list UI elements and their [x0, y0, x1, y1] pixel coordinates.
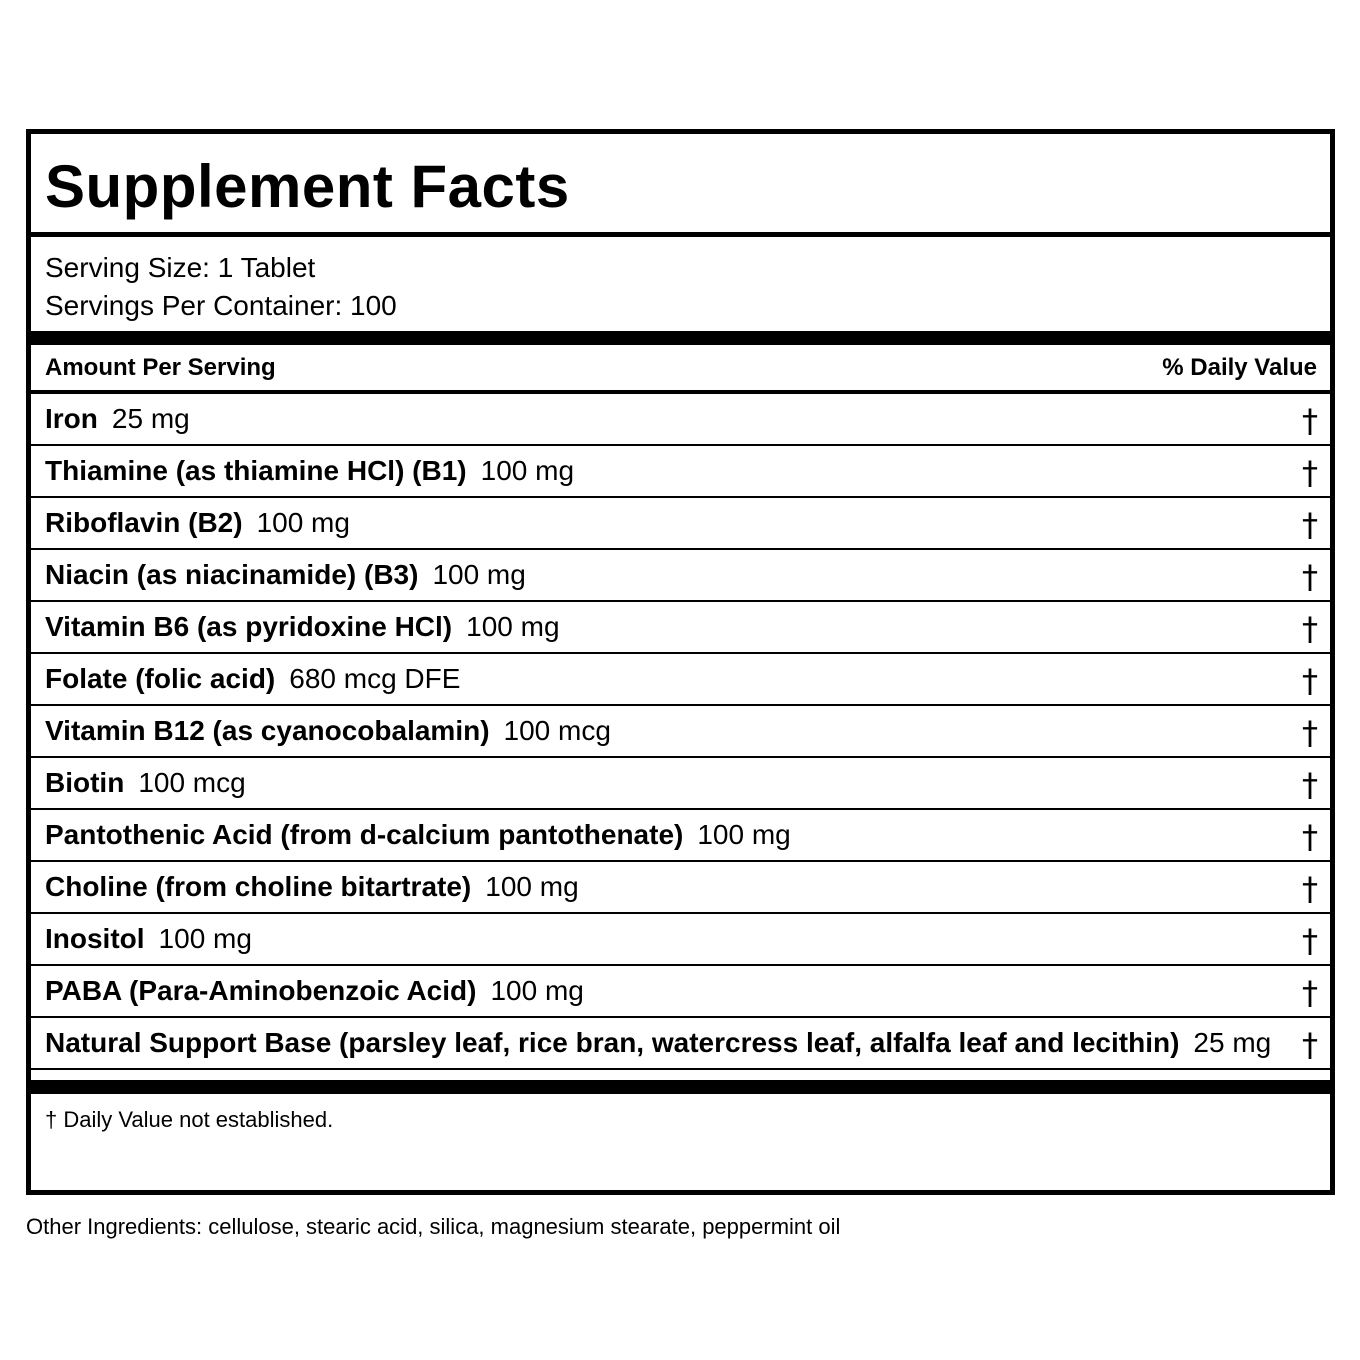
nutrient-amount: 100 mg [432, 559, 526, 590]
supplement-facts-panel [26, 129, 1335, 1195]
nutrient-daily-value: † [1302, 454, 1318, 492]
daily-value-footnote: † Daily Value not established. [45, 1107, 334, 1132]
other-ingredients: Other Ingredients: cellulose, stearic acid, silica, magnesium stearate, peppermint oil [26, 1214, 841, 1239]
nutrient-daily-value: † [1302, 662, 1318, 700]
nutrient-amount: 100 mg [158, 923, 252, 954]
nutrient-row [31, 498, 1330, 550]
nutrient-daily-value: † [1302, 922, 1318, 960]
serving-divider [31, 331, 1330, 345]
nutrient-name: Natural Support Base (parsley leaf, rice bran, watercress leaf, alfalfa leaf and lecithin) [45, 1027, 1180, 1058]
nutrient-daily-value: † [1302, 974, 1318, 1012]
nutrient-row [31, 966, 1330, 1018]
panel-title: Supplement Facts [45, 153, 570, 220]
nutrient-list [31, 394, 1330, 1070]
nutrient-daily-value: † [1302, 402, 1318, 440]
nutrient-row [31, 914, 1330, 966]
nutrient-name: Choline (from choline bitartrate) [45, 871, 472, 902]
nutrient-daily-value: † [1302, 818, 1318, 856]
nutrient-name: Niacin (as niacinamide) (B3) [45, 559, 419, 590]
nutrient-amount: 680 mcg DFE [289, 663, 461, 694]
nutrient-daily-value: † [1302, 1026, 1318, 1064]
footnote-divider [31, 1080, 1330, 1094]
nutrient-row [31, 394, 1330, 446]
nutrient-name: Riboflavin (B2) [45, 507, 243, 538]
nutrient-row [31, 758, 1330, 810]
nutrient-amount: 100 mg [256, 507, 350, 538]
serving-info [45, 249, 397, 325]
nutrient-name: Vitamin B6 (as pyridoxine HCl) [45, 611, 453, 642]
nutrient-row [31, 706, 1330, 758]
nutrient-amount: 100 mg [485, 871, 579, 902]
nutrient-amount: 100 mg [466, 611, 560, 642]
nutrient-amount: 100 mcg [138, 767, 246, 798]
nutrient-name: PABA (Para-Aminobenzoic Acid) [45, 975, 477, 1006]
nutrient-amount: 100 mg [490, 975, 584, 1006]
amount-per-serving-header: Amount Per Serving [45, 354, 276, 381]
nutrient-name: Pantothenic Acid (from d-calcium pantothenate) [45, 819, 684, 850]
nutrient-row [31, 446, 1330, 498]
nutrient-daily-value: † [1302, 766, 1318, 804]
title-divider [31, 232, 1330, 237]
nutrient-name: Biotin [45, 767, 125, 798]
serving-size: Serving Size: 1 Tablet [45, 252, 316, 283]
nutrient-amount: 100 mg [480, 455, 575, 486]
nutrient-name: Vitamin B12 (as cyanocobalamin) [45, 715, 490, 746]
nutrient-amount: 100 mcg [503, 715, 611, 746]
nutrient-daily-value: † [1302, 714, 1318, 752]
nutrient-name: Folate (folic acid) [45, 663, 276, 694]
nutrient-name: Inositol [45, 923, 145, 954]
nutrient-row [31, 550, 1330, 602]
nutrient-daily-value: † [1302, 558, 1318, 596]
nutrient-name: Thiamine (as thiamine HCl) (B1) [45, 455, 467, 486]
nutrient-daily-value: † [1302, 870, 1318, 908]
nutrient-row [31, 654, 1330, 706]
servings-per-container: Servings Per Container: 100 [45, 290, 397, 321]
nutrient-row [31, 862, 1330, 914]
nutrient-amount: 100 mg [697, 819, 791, 850]
nutrient-daily-value: † [1302, 506, 1318, 544]
nutrient-row [31, 1018, 1330, 1070]
nutrient-row [31, 810, 1330, 862]
daily-value-header: % Daily Value [1162, 354, 1317, 381]
nutrient-amount: 25 mg [111, 403, 190, 434]
nutrient-daily-value: † [1302, 610, 1318, 648]
nutrient-amount: 25 mg [1193, 1027, 1272, 1058]
nutrient-row [31, 602, 1330, 654]
nutrient-name: Iron [45, 403, 98, 434]
